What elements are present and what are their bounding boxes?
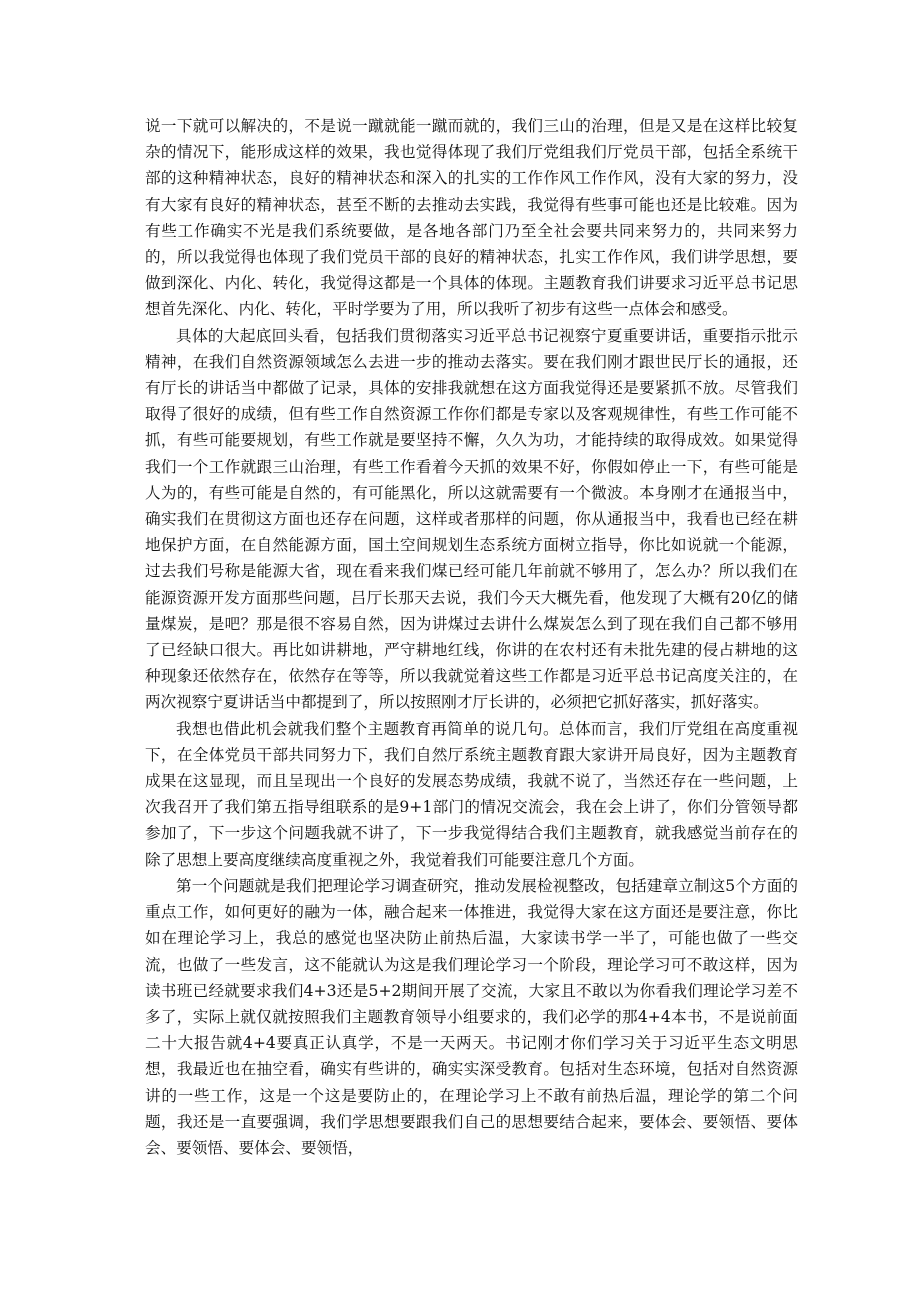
paragraph-1: 说一下就可以解决的，不是说一蹴就能一蹴而就的，我们三山的治理，但是又是在这样比较复杂的情况下，能形成这样的效果，我也觉得体现了我们厅党组我们厅党员干部，包括全系统干部的这种精神状态，良好的精神状态和深入的扎实的工作作风工作作风，没有大家的努力，没有大家有良好的精神状态，甚至不断的去推动去实践，我觉得有些事可能也还是比较难。因为有些工作确实不光是我们系统要做，是各地各部门乃至全社会要共同来努力的，共同来努力的，所以我觉得也体现了我们党员干部的良好的精神状态，扎实工作作风，我们讲学思想，要做到深化、内化、转化，我觉得这都是一个具体的体现。主题教育我们讲要求习近平总书记思想首先深化、内化、转化，平时学要为了用，所以我听了初步有这些一点体会和感受。 <box>145 117 798 319</box>
paragraph-2: 具体的大起底回头看，包括我们贯彻落实习近平总书记视察宁夏重要讲话，重要指示批示精神，在我们自然资源领域怎么去进一步的推动去落实。要在我们刚才跟世民厅长的通报，还有厅长的讲话当中都做了记录，具体的安排我就想在这方面我觉得还是要紧抓不放。尽管我们取得了很好的成绩，但有些工作自然资源工作你们都是专家以及客观规律性，有些工作可能不抓，有些可能要规划，有些工作就是要坚持不懈，久久为功，才能持续的取得成效。如果觉得我们一个工作就跟三山治理，有些工作看着今天抓的效果不好，你假如停止一下，有些可能是人为的，有些可能是自然的，有可能黑化，所以这就需要有一个微波。本身刚才在通报当中，确实我们在贯彻这方面也还存在问题，这样或者那样的问题，你从通报当中，我看也已经在耕地保护方面，在自然能源方面，国土空间规划生态系统方面树立指导，你比如说就一个能源，过去我们号称是能源大省，现在看来我们煤已经可能几年前就不够用了，怎么办？所以我们在能源资源开发方面那些问题，吕厅长那天去说，我们今天大概先看，他发现了大概有20亿的储量煤炭，是吧？那是很不容易自然，因为讲煤过去讲什么煤炭怎么到了现在我们自己都不够用了已经缺口很大。再比如讲耕地，严守耕地红线，你讲的在农村还有未批先建的侵占耕地的这种现象还依然存在，依然存在等等，所以我就觉着这些工作都是习近平总书记高度关注的，在两次视察宁夏讲话当中都提到了，所以按照刚才厅长讲的，必须把它抓好落实，抓好落实。 <box>145 326 798 712</box>
paragraph-4: 第一个问题就是我们把理论学习调查研究，推动发展检视整改，包括建章立制这5个方面的重点工作，如何更好的融为一体，融合起来一体推进，我觉得大家在这方面还是要注意，你比如在理论学习上，我总的感觉也坚决防止前热后温，大家读书学一半了，可能也做了一些交流，也做了一些发言，这不能就认为这是我们理论学习一个阶段，理论学习可不敢这样，因为读书班已经就要求我们4+3还是5+2期间开展了交流，大家且不敢以为你看我们理论学习差不多了，实际上就仅就按照我们主题教育领导小组要求的，我们必学的那4+4本书，不是说前面二十大报告就4+4要真正认真学，不是一天两天。书记刚才你们学习关于习近平生态文明思想，我最近也在抽空看，确实有些讲的，确实实深受教育。包括对生态环境，包括对自然资源讲的一些工作，这是一个这是要防止的，在理论学习上不敢有前热后温，理论学的第二个问题，我还是一直要强调，我们学思想要跟我们自己的思想要结合起来，要体会、要领悟、要体会、要领悟、要体会、要领悟， <box>145 876 798 1157</box>
document-body <box>145 113 798 1161</box>
paragraph-3: 我想也借此机会就我们整个主题教育再简单的说几句。总体而言，我们厅党组在高度重视下，在全体党员干部共同努力下，我们自然厅系统主题教育跟大家讲开局良好，因为主题教育成果在这显现，而且呈现出一个良好的发展态势成绩，我就不说了，当然还存在一些问题，上次我召开了我们第五指导组联系的是9+1部门的情况交流会，我在会上讲了，你们分管领导都参加了，下一步这个问题我就不讲了，下一步我觉得结合我们主题教育，就我感觉当前存在的除了思想上要高度继续高度重视之外，我觉着我们可能要注意几个方面。 <box>145 719 798 869</box>
